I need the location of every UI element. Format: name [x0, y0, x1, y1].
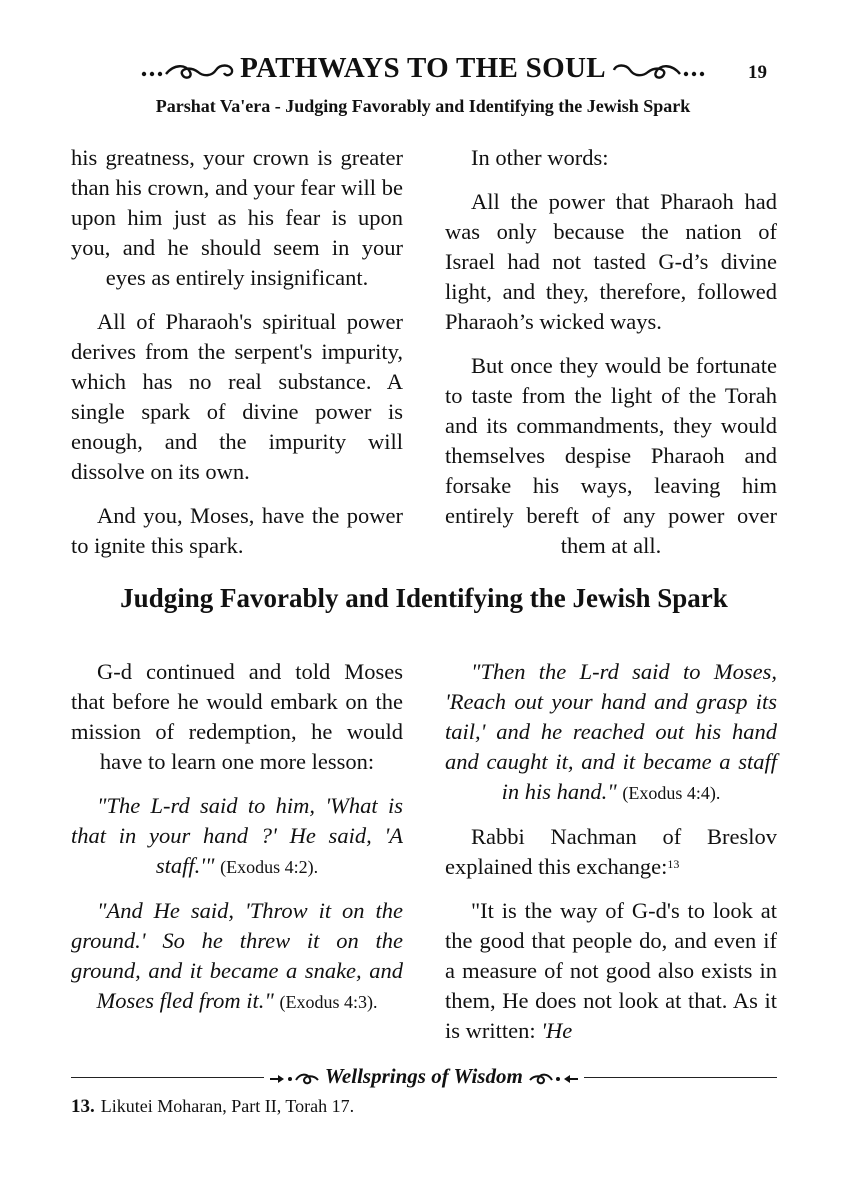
footer-divider [71, 1064, 777, 1090]
italic-fragment: 'He [541, 1018, 573, 1043]
right-flourish-ornament [610, 58, 706, 80]
paragraph-text: Rabbi Nachman of Breslov explained this exchange: [445, 824, 777, 879]
right-flourish-ornament [528, 1070, 580, 1086]
verse-reference: (Exodus 4:2). [220, 857, 319, 877]
bottom-left-column [71, 657, 403, 1031]
quote-text: "The L-rd said to him, 'What is that in your hand ?' He said, 'A staff.'" [71, 793, 403, 878]
verse-reference: (Exodus 4:4). [622, 783, 721, 803]
bottom-right-column [445, 657, 777, 1060]
verse-reference: (Exodus 4:3). [279, 992, 378, 1012]
left-flourish-ornament [140, 58, 236, 80]
paragraph: All of Pharaoh's spiritual power derives from the serpent's impurity, which has no real substance. A single spark of divine power is enough, and the impurity will dissolve on its own. [71, 309, 403, 484]
paragraph: his greatness, your crown is greater than his crown, and your fear will be upon him just as his fear is upon you, and he should seem in your eyes as entirely insignificant. [71, 145, 403, 290]
page-number: 19 [748, 62, 767, 83]
running-head-title: PATHWAYS TO THE SOUL [240, 52, 606, 84]
footer-ornament-label [264, 1064, 584, 1088]
chapter-subtitle: Parshat Va'era - Judging Favorably and Identifying the Jewish Spark [155, 96, 691, 116]
quote-text: "Then the L-rd said to Moses, 'Reach out your hand and grasp its tail,' and he reached out his hand and caught it, and it became a staff in his hand." [445, 659, 777, 804]
paragraph [445, 822, 777, 882]
paragraph: G-d continued and told Moses that before he would embark on the mission of redemption, he would have to learn one more lesson: [71, 659, 403, 774]
left-flourish-ornament [268, 1070, 320, 1086]
scripture-quote [71, 896, 403, 1017]
running-head [0, 52, 846, 88]
quote-text: "And He said, 'Throw it on the ground.' So he threw it on the ground, and it became a snake, and Moses fled from it." [71, 898, 403, 1013]
paragraph-text: "It is the way of G-d's to look at the good that people do, and even if a measure of not good also exists in them, He does not look at that. As it is written: [445, 898, 777, 1043]
paragraph [445, 896, 777, 1046]
top-left-column [71, 143, 403, 575]
paragraph: But once they would be fortunate to taste from the light of the Torah and its commandments, they would themselves despise Pharaoh and forsake his ways, leaving him entirely bereft of any power over them at all. [445, 353, 777, 558]
scripture-quote [71, 791, 403, 882]
footer-label-text: Wellsprings of Wisdom [324, 1064, 523, 1088]
scripture-quote [445, 657, 777, 808]
paragraph: All the power that Pharaoh had was only because the nation of Israel had not tasted G-d’s divine light, and they, therefore, followed Pharaoh’s wicked ways. [445, 189, 777, 334]
footnote-text: Likutei Moharan, Part II, Torah 17. [100, 1096, 355, 1116]
footnote-number: 13. [71, 1096, 95, 1117]
section-heading: Judging Favorably and Identifying the Jewish Spark [120, 583, 728, 613]
top-right-column [445, 143, 777, 575]
footnote-marker[interactable]: 13 [667, 857, 680, 871]
paragraph: In other words: [471, 145, 609, 170]
footnote [71, 1096, 354, 1118]
paragraph: And you, Moses, have the power to ignite this spark. [71, 503, 403, 558]
